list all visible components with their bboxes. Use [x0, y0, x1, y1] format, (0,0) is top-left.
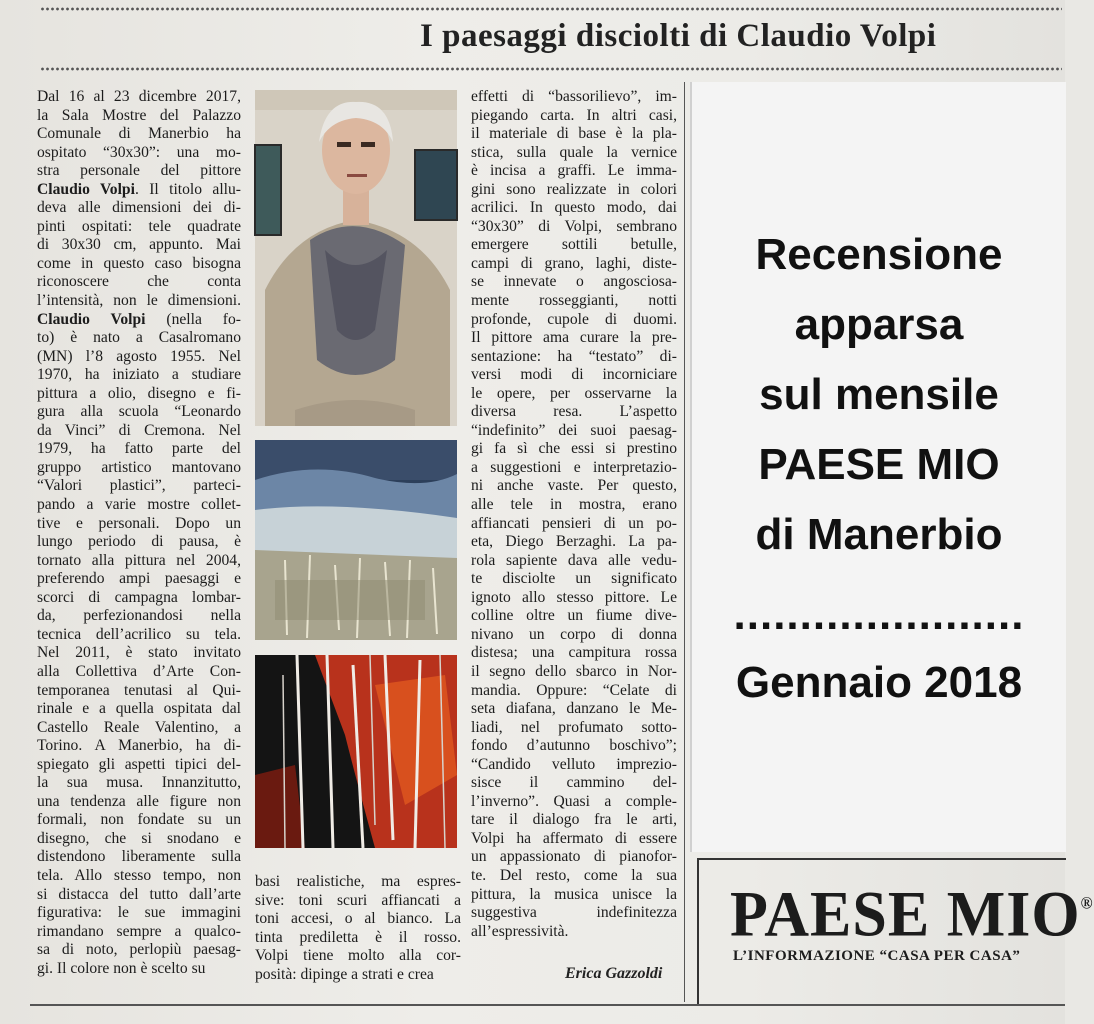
text-line: figurativa: le sue immagini: [37, 904, 241, 922]
masthead-logo: [730, 878, 1094, 953]
text-line: alle tele in mostra, erano: [471, 496, 677, 514]
text-line: ospitato “30x30”: una mo-: [37, 143, 241, 161]
text-line: alla Collettiva d’Arte Con-: [37, 662, 241, 680]
text-line: disegno, che si snodano e: [37, 829, 241, 847]
text-line: spiegato gli aspetti tipici del-: [37, 755, 241, 773]
review-annotation-box: [690, 82, 1066, 852]
text-line: campi di grano, laghi, diste-: [471, 254, 677, 272]
text-line: seta diafana, danzano le Me-: [471, 700, 677, 718]
text-line: stra personale del pittore: [37, 162, 241, 180]
text-line: 1979, ha fatto parte del: [37, 440, 241, 458]
text-line: profonde, cupole di duomi.: [471, 310, 677, 328]
annotation-line-4: PAESE MIO: [758, 440, 1000, 489]
masthead-logo-title: PAESE MIO: [730, 879, 1081, 951]
annotation-line-2: apparsa: [794, 300, 964, 349]
text-line: temporanea tenutasi al Qui-: [37, 681, 241, 699]
portrait-photo: [255, 90, 457, 426]
text-line: gi fa sì che essi si prestino: [471, 440, 677, 458]
text-line: scorci di campagna lombar-: [37, 588, 241, 606]
text-line: il segno dello sbarco in Nor-: [471, 662, 677, 680]
text-line: emergere sottili betulle,: [471, 236, 677, 254]
text-line: si distacca del tutto dall’arte: [37, 885, 241, 903]
text-line: tinta prediletta è il rosso.: [255, 928, 461, 946]
text-line: distesa; una campitura rossa: [471, 644, 677, 662]
text-line: affiancati pensieri di un po-: [471, 514, 677, 532]
text-line: tive e personali. Dopo un: [37, 514, 241, 532]
article-column-3: [471, 88, 677, 941]
text-line: la Sala Mostre del Palazzo: [37, 106, 241, 124]
text-line: sa di noto, perlopiù paesag-: [37, 941, 241, 959]
text-line: una tendenza alle figure non: [37, 792, 241, 810]
text-line: sisce il cammino del-: [471, 774, 677, 792]
text-line: tornato alla pittura nel 2004,: [37, 551, 241, 569]
text-line: liadi, nel profumato sotto-: [471, 718, 677, 736]
text-line: gi. Il colore non è scelto su: [37, 959, 206, 977]
text-line: è incisa a graffi. Le imma-: [471, 162, 677, 180]
blue-landscape-painting: [255, 440, 457, 640]
text-line: Dal 16 al 23 dicembre 2017,: [37, 88, 241, 105]
text-line: ignoto allo stesso pittore. Le: [471, 588, 677, 606]
text-line: pinti ospitati: tele quadrate: [37, 217, 241, 235]
text-line: pittura a olio, disegno e fi-: [37, 384, 241, 402]
text-line: di 30x30 cm, appunto. Mai: [37, 236, 241, 254]
text-line: stica, sulla quale la vernice: [471, 143, 677, 161]
text-line: pittura, la musica unisce la: [471, 885, 677, 903]
text-line: tare il dialogo fra le arti,: [471, 811, 677, 829]
text-line: effetti di “bassorilievo”, im-: [471, 88, 677, 105]
text-line: (MN) l’8 agosto 1955. Nel: [37, 347, 241, 365]
text-line: posità: dipinge a strati e crea: [255, 965, 434, 983]
text-line: suggestiva indefinitezza: [471, 904, 677, 922]
text-line: “indefinito” dei suoi paesag-: [471, 421, 677, 439]
annotation-line-1: Recensione: [755, 230, 1003, 279]
text-line: come in questo caso bisogna: [37, 254, 241, 272]
text-line: basi realistiche, ma espres-: [255, 873, 461, 890]
registered-mark: ®: [1080, 895, 1094, 914]
text-line: sentazione: ha “testato” di-: [471, 347, 677, 365]
annotation-separator: ......................: [733, 590, 1025, 639]
article-author: Erica Gazzoldi: [565, 965, 663, 982]
text-line: gini sono realizzate in colori: [471, 180, 677, 198]
article-column-1: [37, 88, 241, 978]
text-line: Nel 2011, è stato invitato: [37, 644, 241, 662]
text-line: piegando carta. In altri casi,: [471, 106, 677, 124]
text-line: la sua musa. Innanzitutto,: [37, 774, 241, 792]
text-line: da Vinci” di Cremona. Nel: [37, 421, 241, 439]
text-line: da, perfezionandosi nella: [37, 607, 241, 625]
text-line: Castello Reale Valentino, a: [37, 718, 241, 736]
text-line: diversa resa. L’aspetto: [471, 403, 677, 421]
text-line: l’inverno”. Quasi a comple-: [471, 792, 677, 810]
text-line: tela. Allo stesso tempo, non: [37, 866, 241, 884]
text-line: ni anche vaste. Per questo,: [471, 477, 677, 495]
text-line: 1970, ha iniziato a studiare: [37, 366, 241, 384]
text-line: preferendo ampi paesaggi e: [37, 570, 241, 588]
text-line: rola sapiente dava alle vedu-: [471, 551, 677, 569]
text-line: all’espressività.: [471, 922, 569, 940]
text-line: te disciolte un significato: [471, 570, 677, 588]
text-line: gura alla scuola “Leonardo: [37, 403, 241, 421]
text-line: toni accesi, o al bianco. La: [255, 910, 461, 928]
text-line: distendono liberamente sulla: [37, 848, 241, 866]
headline-dotted-rule: [40, 66, 1062, 72]
bottom-rule: [30, 1004, 1065, 1006]
text-line: to) è nato a Casalromano: [37, 329, 241, 347]
text-line: acrilici. In questo modo, dai: [471, 199, 677, 217]
text-line: deva alle dimensioni dei di-: [37, 199, 241, 217]
text-line: pando a varie mostre collet-: [37, 496, 241, 514]
text-line: riconoscere che conta: [37, 273, 241, 291]
text-line: nivano un corpo di donna: [471, 625, 677, 643]
text-line: mandia. Oppure: “Celate di: [471, 681, 677, 699]
text-line: te. Del resto, come la sua: [471, 866, 677, 884]
text-line: rimandano sempre a qualco-: [37, 922, 241, 940]
text-line: tecnica dell’acrilico su tela.: [37, 625, 241, 643]
text-line: colline oltre un fiume dive-: [471, 607, 677, 625]
text-line: Torino. A Manerbio, ha di-: [37, 737, 241, 755]
text-line: mente rosseggianti, notti: [471, 292, 677, 310]
text-line: Claudio Volpi. Il titolo allu-: [37, 180, 241, 198]
red-birch-painting: [255, 655, 457, 848]
text-line: Comunale di Manerbio ha: [37, 125, 241, 143]
text-line: fondo d’autunno boschivo”;: [471, 737, 677, 755]
text-line: a suggestioni e interpretazio-: [471, 458, 677, 476]
column-divider: [684, 82, 685, 1002]
text-line: Claudio Volpi (nella fo-: [37, 310, 241, 328]
text-line: gruppo artistico mantovano: [37, 458, 241, 476]
text-line: Volpi tiene molto alla cor-: [255, 947, 461, 965]
text-line: lungo periodo di pausa, è: [37, 533, 241, 551]
text-line: rinale e a quella ospitata dal: [37, 700, 241, 718]
text-line: l’intensità, non le dimensioni.: [37, 292, 241, 310]
text-line: se innevate o angosciosa-: [471, 273, 677, 291]
text-line: Volpi ha affermato di essere: [471, 829, 677, 847]
text-line: le opere, per osservarne la: [471, 384, 677, 402]
article-headline: I paesaggi disciolti di Claudio Volpi: [420, 18, 937, 54]
top-dotted-rule: [40, 6, 1062, 12]
text-line: eta, Diego Berzaghi. La pa-: [471, 533, 677, 551]
text-line: “30x30” di Volpi, sembrano: [471, 217, 677, 235]
annotation-date: Gennaio 2018: [735, 658, 1023, 707]
text-line: “Valori plastici”, parteci-: [37, 477, 241, 495]
text-line: versi modi di incorniciare: [471, 366, 677, 384]
annotation-line-3: sul mensile: [759, 370, 999, 419]
text-line: sive: toni scuri affiancati a: [255, 891, 461, 909]
annotation-line-5: di Manerbio: [755, 510, 1003, 559]
text-line: “Candido velluto imprezio-: [471, 755, 677, 773]
article-column-2: [255, 873, 461, 984]
text-line: formali, non fondate su un: [37, 811, 241, 829]
text-line: Il pittore ama curare la pre-: [471, 329, 677, 347]
text-line: il materiale di base è la pla-: [471, 125, 677, 143]
text-line: un appassionato di pianofor-: [471, 848, 677, 866]
masthead-tagline: L’INFORMAZIONE “CASA PER CASA”: [733, 948, 1021, 964]
